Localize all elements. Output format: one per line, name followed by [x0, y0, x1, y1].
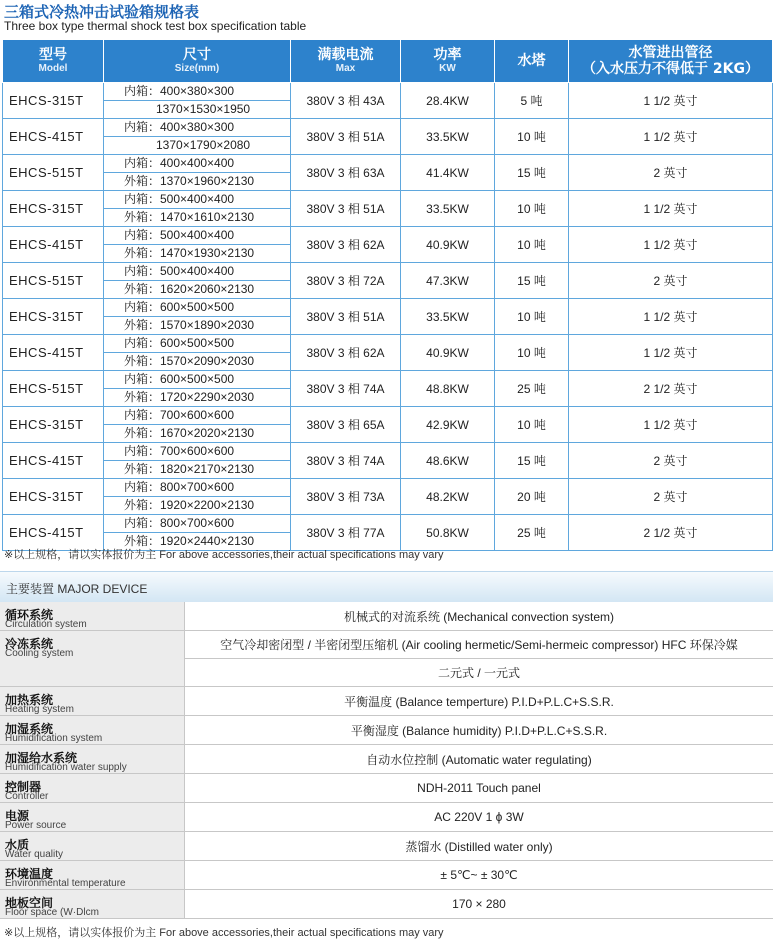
cell-tower: 15 吨 [495, 155, 569, 191]
inner-size: 内箱：600×500×500 [124, 372, 235, 386]
device-value: 蒸馏水 (Distilled water only) [405, 839, 553, 854]
cell-size [104, 479, 291, 515]
device-label-cn: 加热系统 [5, 693, 54, 707]
header-model: 型号 Model [3, 40, 104, 83]
device-label-en: Heating system [5, 704, 74, 715]
cell-tower: 10 吨 [495, 299, 569, 335]
cell-current: 380V 3 相 62A [291, 335, 401, 371]
cell-tower: 20 吨 [495, 479, 569, 515]
major-device-heading: 主要装置 MAJOR DEVICE [6, 582, 148, 596]
device-label [0, 832, 185, 860]
device-value: 平衡湿度 (Balance humidity) P.I.D+P.L.C+S.S.R. [350, 723, 608, 738]
device-value: AC 220V 1 ϕ 3W [434, 810, 524, 824]
cell-tower: 15 吨 [495, 443, 569, 479]
cell-tower: 5 吨 [495, 83, 569, 119]
outer-size: 1370×1530×1950 [104, 100, 290, 118]
device-label [0, 861, 185, 889]
device-label-en: Environmental temperature [5, 878, 126, 889]
cell-power: 48.8KW [401, 371, 495, 407]
device-label-cn: 地板空间 [5, 896, 54, 910]
device-label-cn: 循环系统 [5, 608, 54, 622]
table-header-row [3, 40, 773, 83]
outer-size: 外箱：1570×1890×2030 [104, 316, 290, 334]
header-size: 尺寸 Size(mm) [104, 40, 291, 83]
cell-pipe: 1 1/2 英寸 [569, 407, 773, 443]
outer-size: 1370×1790×2080 [104, 136, 290, 154]
cell-model: EHCS-515T [3, 155, 104, 191]
cell-power: 41.4KW [401, 155, 495, 191]
cell-current: 380V 3 相 74A [291, 371, 401, 407]
inner-size: 内箱：700×600×600 [124, 408, 235, 422]
device-label-cn: 加湿给水系统 [5, 751, 78, 765]
inner-size: 内箱：400×400×400 [124, 156, 235, 170]
cell-power: 40.9KW [401, 335, 495, 371]
cell-current: 380V 3 相 77A [291, 515, 401, 551]
table-row [3, 227, 773, 263]
cell-power: 48.2KW [401, 479, 495, 515]
cell-power: 50.8KW [401, 515, 495, 551]
outer-size: 外箱：1670×2020×2130 [104, 424, 290, 442]
cell-current: 380V 3 相 51A [291, 191, 401, 227]
cell-tower: 10 吨 [495, 407, 569, 443]
cell-power: 28.4KW [401, 83, 495, 119]
outer-size: 外箱：1570×2090×2030 [104, 352, 290, 370]
header-pipe: 水管进出管径 （入水压力不得低于 2KG） [569, 40, 773, 83]
cell-power: 33.5KW [401, 191, 495, 227]
cell-model: EHCS-515T [3, 263, 104, 299]
device-value-secondary: 二元式 / 一元式 [437, 666, 520, 680]
cell-size [104, 83, 291, 119]
device-row [0, 745, 773, 774]
cell-model: EHCS-315T [3, 83, 104, 119]
device-row [0, 687, 773, 716]
device-label-en: Cooling system [5, 648, 74, 659]
cell-size [104, 299, 291, 335]
table-row [3, 299, 773, 335]
outer-size: 外箱：1820×2170×2130 [104, 460, 290, 478]
device-label-cn: 控制器 [5, 780, 42, 794]
device-label-en: Humidification system [5, 733, 103, 744]
device-label [0, 631, 185, 686]
inner-size: 内箱：500×400×400 [124, 264, 235, 278]
cell-pipe: 2 1/2 英寸 [569, 515, 773, 551]
device-label-en: Controller [5, 791, 49, 802]
spec-table [2, 39, 773, 551]
cell-power: 48.6KW [401, 443, 495, 479]
cell-size [104, 407, 291, 443]
cell-power: 47.3KW [401, 263, 495, 299]
table-row [3, 479, 773, 515]
device-label-en: Floor space (W·Dlcm [5, 907, 99, 918]
device-row [0, 631, 773, 687]
outer-size: 外箱：1620×2060×2130 [104, 280, 290, 298]
cell-size [104, 155, 291, 191]
cell-power: 33.5KW [401, 119, 495, 155]
cell-pipe: 1 1/2 英寸 [569, 83, 773, 119]
cell-model: EHCS-415T [3, 515, 104, 551]
outer-size: 外箱：1470×1610×2130 [104, 208, 290, 226]
inner-size: 内箱：600×500×500 [124, 300, 235, 314]
device-row [0, 890, 773, 919]
cell-current: 380V 3 相 74A [291, 443, 401, 479]
device-row [0, 861, 773, 890]
cell-size [104, 227, 291, 263]
table-row [3, 407, 773, 443]
device-label [0, 716, 185, 744]
cell-pipe: 2 1/2 英寸 [569, 371, 773, 407]
cell-current: 380V 3 相 43A [291, 83, 401, 119]
cell-tower: 10 吨 [495, 191, 569, 227]
header-power: 功率 KW [401, 40, 495, 83]
table-row [3, 371, 773, 407]
cell-model: EHCS-515T [3, 371, 104, 407]
device-value: NDH-2011 Touch panel [417, 781, 541, 795]
cell-model: EHCS-415T [3, 227, 104, 263]
cell-model: EHCS-415T [3, 335, 104, 371]
cell-size [104, 335, 291, 371]
cell-tower: 10 吨 [495, 227, 569, 263]
header-current: 满载电流 Max [291, 40, 401, 83]
device-label-cn: 水质 [5, 838, 30, 852]
cell-size [104, 263, 291, 299]
device-row [0, 803, 773, 832]
inner-size: 内箱：500×400×400 [124, 228, 235, 242]
cell-model: EHCS-415T [3, 443, 104, 479]
device-label [0, 803, 185, 831]
cell-pipe: 1 1/2 英寸 [569, 227, 773, 263]
cell-current: 380V 3 相 72A [291, 263, 401, 299]
cell-pipe: 2 英寸 [569, 263, 773, 299]
cell-model: EHCS-415T [3, 119, 104, 155]
device-label [0, 602, 185, 630]
device-label [0, 687, 185, 715]
device-row [0, 832, 773, 861]
cell-model: EHCS-315T [3, 479, 104, 515]
table-row [3, 191, 773, 227]
inner-size: 内箱：700×600×600 [124, 444, 235, 458]
cell-size [104, 371, 291, 407]
device-label-en: Power source [5, 820, 67, 831]
page-title: 三箱式冷热冲击试验箱规格表 [4, 3, 200, 21]
table-row [3, 443, 773, 479]
cell-current: 380V 3 相 63A [291, 155, 401, 191]
device-row [0, 602, 773, 631]
inner-size: 内箱：500×400×400 [124, 192, 235, 206]
cell-pipe: 1 1/2 英寸 [569, 191, 773, 227]
inner-size: 内箱：400×380×300 [124, 84, 235, 98]
cell-model: EHCS-315T [3, 191, 104, 227]
cell-tower: 25 吨 [495, 515, 569, 551]
device-label [0, 890, 185, 918]
table-row [3, 83, 773, 119]
cell-pipe: 1 1/2 英寸 [569, 335, 773, 371]
cell-tower: 10 吨 [495, 335, 569, 371]
table-row [3, 263, 773, 299]
outer-size: 外箱：1720×2290×2030 [104, 388, 290, 406]
device-value: 机械式的对流系统 (Mechanical convection system) [343, 609, 615, 624]
cell-tower: 10 吨 [495, 119, 569, 155]
note-top: ※以上规格，请以实体报价为主 For above accessories,their actual specifications may vary [4, 549, 444, 561]
cell-tower: 15 吨 [495, 263, 569, 299]
device-row [0, 716, 773, 745]
cell-size [104, 191, 291, 227]
cell-current: 380V 3 相 51A [291, 119, 401, 155]
inner-size: 内箱：800×700×600 [124, 516, 235, 530]
device-value: 空气冷却密闭型 / 半密闭型压缩机 (Air cooling hermetic/Semi-hermeic compressor) HFC 环保冷媒 [185, 631, 773, 659]
note-bottom: ※以上规格，请以实体报价为主 For above accessories,their actual specifications may vary [4, 927, 444, 939]
outer-size: 外箱：1920×2200×2130 [104, 496, 290, 514]
header-tower: 水塔 [495, 40, 569, 83]
page-subtitle: Three box type thermal shock test box specification table [4, 19, 307, 33]
inner-size: 内箱：400×380×300 [124, 120, 235, 134]
cell-tower: 25 吨 [495, 371, 569, 407]
inner-size: 内箱：800×700×600 [124, 480, 235, 494]
device-label-en: Circulation system [5, 619, 87, 630]
cell-pipe: 2 英寸 [569, 155, 773, 191]
cell-model: EHCS-315T [3, 407, 104, 443]
outer-size: 外箱：1370×1960×2130 [104, 172, 290, 190]
device-label-cn: 环境温度 [5, 867, 54, 881]
device-label-en: Water quality [5, 849, 63, 860]
cell-model: EHCS-315T [3, 299, 104, 335]
device-label-cn: 电源 [5, 809, 30, 823]
cell-pipe: 2 英寸 [569, 443, 773, 479]
device-label-cn: 加湿系统 [5, 722, 54, 736]
device-label-en: Humidification water supply [5, 762, 127, 773]
device-value: 自动水位控制 (Automatic water regulating) [366, 752, 592, 767]
cell-current: 380V 3 相 65A [291, 407, 401, 443]
device-label-cn: 冷冻系统 [5, 637, 54, 651]
device-row [0, 774, 773, 803]
device-value: ± 5℃~ ± 30℃ [440, 868, 518, 882]
cell-pipe: 2 英寸 [569, 479, 773, 515]
device-label [0, 745, 185, 773]
cell-current: 380V 3 相 62A [291, 227, 401, 263]
cell-power: 33.5KW [401, 299, 495, 335]
cell-power: 40.9KW [401, 227, 495, 263]
device-value: 170 × 280 [452, 897, 506, 911]
cell-pipe: 1 1/2 英寸 [569, 119, 773, 155]
table-row [3, 155, 773, 191]
inner-size: 内箱：600×500×500 [124, 336, 235, 350]
cell-current: 380V 3 相 73A [291, 479, 401, 515]
cell-power: 42.9KW [401, 407, 495, 443]
outer-size: 外箱：1470×1930×2130 [104, 244, 290, 262]
table-row [3, 335, 773, 371]
major-device-band [0, 571, 773, 602]
device-label [0, 774, 185, 802]
device-value: 平衡温度 (Balance temperture) P.I.D+P.L.C+S.S.R. [344, 694, 614, 709]
outer-size: 外箱：1920×2440×2130 [104, 532, 290, 550]
table-row [3, 119, 773, 155]
cell-size [104, 119, 291, 155]
cell-size [104, 443, 291, 479]
cell-current: 380V 3 相 51A [291, 299, 401, 335]
cell-pipe: 1 1/2 英寸 [569, 299, 773, 335]
